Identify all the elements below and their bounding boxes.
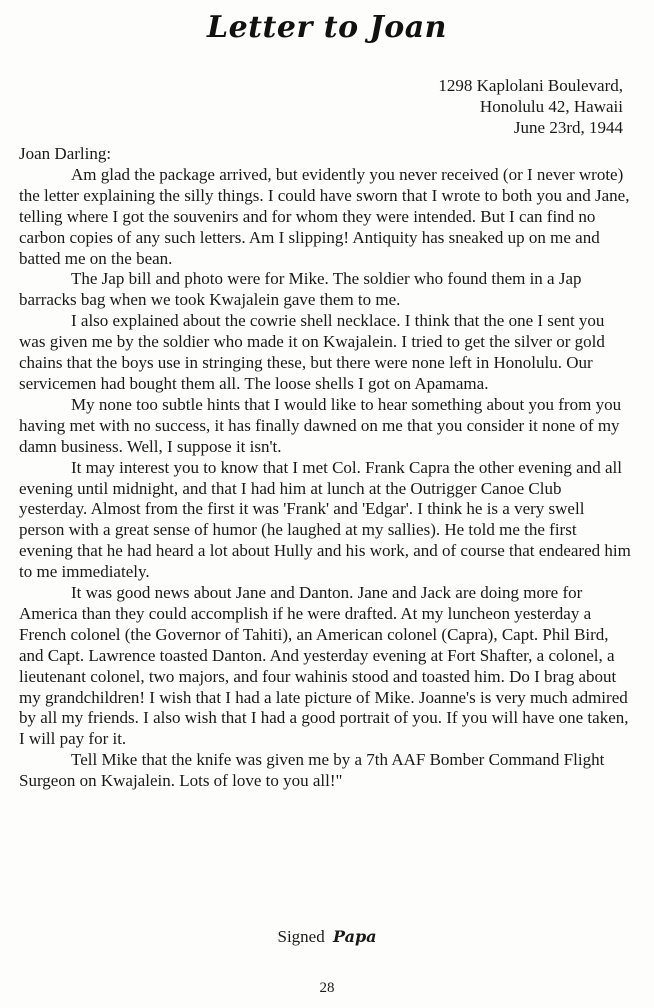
paragraph-4: My none too subtle hints that I would like to hear something about you from you having met with no success, it has finally dawned on me that you consider it none of my damn business. Well, I suppose it isn't.	[19, 394, 622, 456]
page-number: 28	[319, 980, 335, 996]
paragraph-7: Tell Mike that the knife was given me by a 7th AAF Bomber Command Flight Surgeon on Kwajalein. Lots of love to you all!"	[19, 750, 605, 791]
paragraph-2: The Jap bill and photo were for Mike. The soldier who found them in a Jap barracks bag when we took Kwajalein gave them to me.	[19, 269, 582, 310]
signature-name: Papa	[332, 927, 377, 946]
paragraph-1: Am glad the package arrived, but evidently you never received (or I never wrote) the letter explaining the silly things. I could have sworn that I wrote to both you and Jane, telling where I got the souvenirs and for whom they were intended. But I can find no carbon copies of any such letters. Am I slipping! Antiquity has sneaked up on me and batted me on the bean.	[19, 164, 630, 268]
address-street: 1298 Kaplolani Boulevard,	[438, 76, 623, 95]
page-title: Letter to Joan	[207, 10, 447, 45]
letter-date: June 23rd, 1944	[513, 118, 623, 137]
salutation: Joan Darling:	[19, 144, 112, 163]
address-city: Honolulu 42, Hawaii	[479, 97, 623, 116]
paragraph-5: It may interest you to know that I met Col. Frank Capra the other evening and all evening until midnight, and that I had him at lunch at the Outrigger Canoe Club yesterday. Almost from the first it was 'Frank' and 'Edgar'. I think he is a very swell person with a great sense of humor (he laughed at my sallies). He told me the first evening that he had heard a lot about Hully and his work, and of course that endeared him to me immediately.	[19, 457, 631, 582]
signature-prefix: Signed	[277, 927, 325, 946]
letter-body	[19, 144, 631, 792]
sender-address	[438, 75, 623, 138]
paragraph-6: It was good news about Jane and Danton. Jane and Jack are doing more for America than they could accomplish if he were drafted. At my luncheon yesterday a French colonel (the Governor of Tahiti), an American colonel (Capra), Capt. Phil Bird, and Capt. Lawrence toasted Danton. And yesterday evening at Fort Shafter, a colonel, a lieutenant colonel, two majors, and four wahinis stood and toasted him. Do I brag about my grandchildren! I wish that I had a late picture of Mike. Joanne's is very much admired by all my friends. I also wish that I had a good portrait of you. If you will have one taken, I will pay for it.	[19, 583, 629, 749]
signature-line	[0, 927, 654, 947]
paragraph-3: I also explained about the cowrie shell necklace. I think that the one I sent you was given me by the soldier who made it on Kwajalein. I tried to get the silver or gold chains that the boys use in stringing these, but there were none left in Honolulu. Our servicemen had bought them all. The loose shells I got on Apamama.	[19, 311, 605, 393]
